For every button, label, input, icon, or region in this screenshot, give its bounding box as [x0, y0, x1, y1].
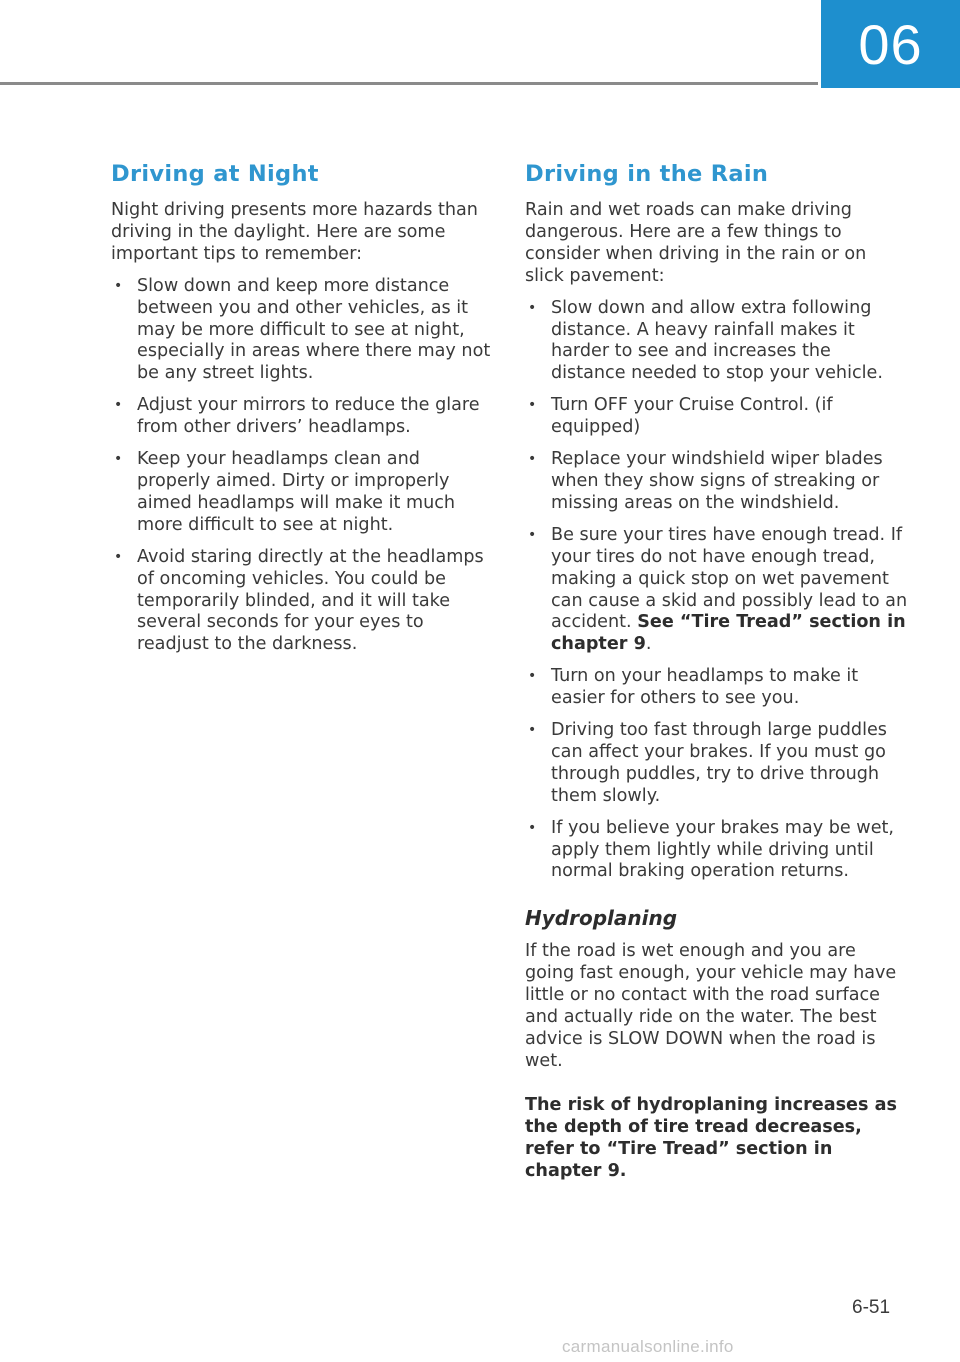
chapter-tab	[821, 0, 960, 88]
list-item: • Slow down and allow extra following distance. A heavy rainfall makes it harder to see and increases the distance needed to stop your vehicle.	[528, 297, 883, 384]
list-item: • Keep your headlamps clean and properly aimed. Dirty or improperly aimed headlamps will make it much more difficult to see at night.	[114, 449, 456, 535]
bullet-icon: •	[114, 397, 123, 414]
bullet-icon: •	[528, 397, 537, 414]
list-item: • Slow down and keep more distance between you and other vehicles, as it may be more difficult to see at night, especially in areas where there may not be any street lights.	[114, 275, 491, 384]
night-tips-list	[111, 276, 496, 657]
subsection-title-hydroplaning: Hydroplaning	[525, 906, 678, 931]
list-item-tire-tread: • Be sure your tires have enough tread. If your tires do not have enough tread, making a quick stop on wet pavement can cause a skid and possibly lead to an accident. See “Tire Tread” section in chapter 9.	[528, 524, 908, 655]
page-number: 6-51	[852, 1297, 891, 1318]
list-item: • Adjust your mirrors to reduce the glare from other drivers’ headlamps.	[114, 395, 480, 438]
list-item: • Turn OFF your Cruise Control. (if equipped)	[528, 395, 833, 438]
rain-intro: Rain and wet roads can make driving dangerous. Here are a few things to consider when driving in the rain or on slick pavement:	[525, 200, 867, 286]
hydroplaning-text: If the road is wet enough and you are going fast enough, your vehicle may have little or no contact with the road surface and actually ride on the water. The best advice is SLOW DOWN when the road is wet.	[525, 941, 897, 1071]
right-column	[525, 160, 910, 1182]
list-item: • Avoid staring directly at the headlamps of oncoming vehicles. You could be temporarily blinded, and it will take several seconds for your eyes to readjust to the darkness.	[114, 546, 484, 655]
bullet-icon: •	[528, 526, 537, 543]
bullet-icon: •	[528, 299, 537, 316]
rain-tips-list	[525, 298, 910, 884]
chapter-number: 06	[858, 12, 923, 76]
list-item: • If you believe your brakes may be wet, apply them lightly while driving until normal braking operation returns.	[528, 817, 895, 882]
bullet-icon: •	[114, 451, 123, 468]
section-title-rain: Driving in the Rain	[525, 161, 769, 187]
list-item: • Replace your windshield wiper blades when they show signs of streaking or missing areas on the windshield.	[528, 449, 883, 513]
night-intro: Night driving presents more hazards than driving in the daylight. Here are some important tips to remember:	[111, 200, 478, 264]
bullet-icon: •	[114, 277, 123, 294]
tire-tread-reference: See “Tire Tread” section in chapter 9	[551, 612, 906, 655]
watermark: carmanualsonline.info	[562, 1337, 734, 1356]
bullet-icon: •	[528, 722, 537, 739]
bullet-icon: •	[528, 819, 537, 836]
list-item: • Driving too fast through large puddles can affect your brakes. If you must go through puddles, try to drive through them slowly.	[528, 720, 887, 806]
bullet-icon: •	[528, 451, 537, 468]
left-column	[111, 160, 496, 666]
list-item: • Turn on your headlamps to make it easier for others to see you.	[528, 666, 859, 709]
hydroplaning-note: The risk of hydroplaning increases as the depth of tire tread decreases, refer to “Tire Tread” section in chapter 9.	[525, 1094, 897, 1181]
bullet-icon: •	[114, 548, 123, 565]
header-rule	[0, 82, 818, 85]
bullet-icon: •	[528, 668, 537, 685]
section-title-night: Driving at Night	[111, 161, 319, 187]
